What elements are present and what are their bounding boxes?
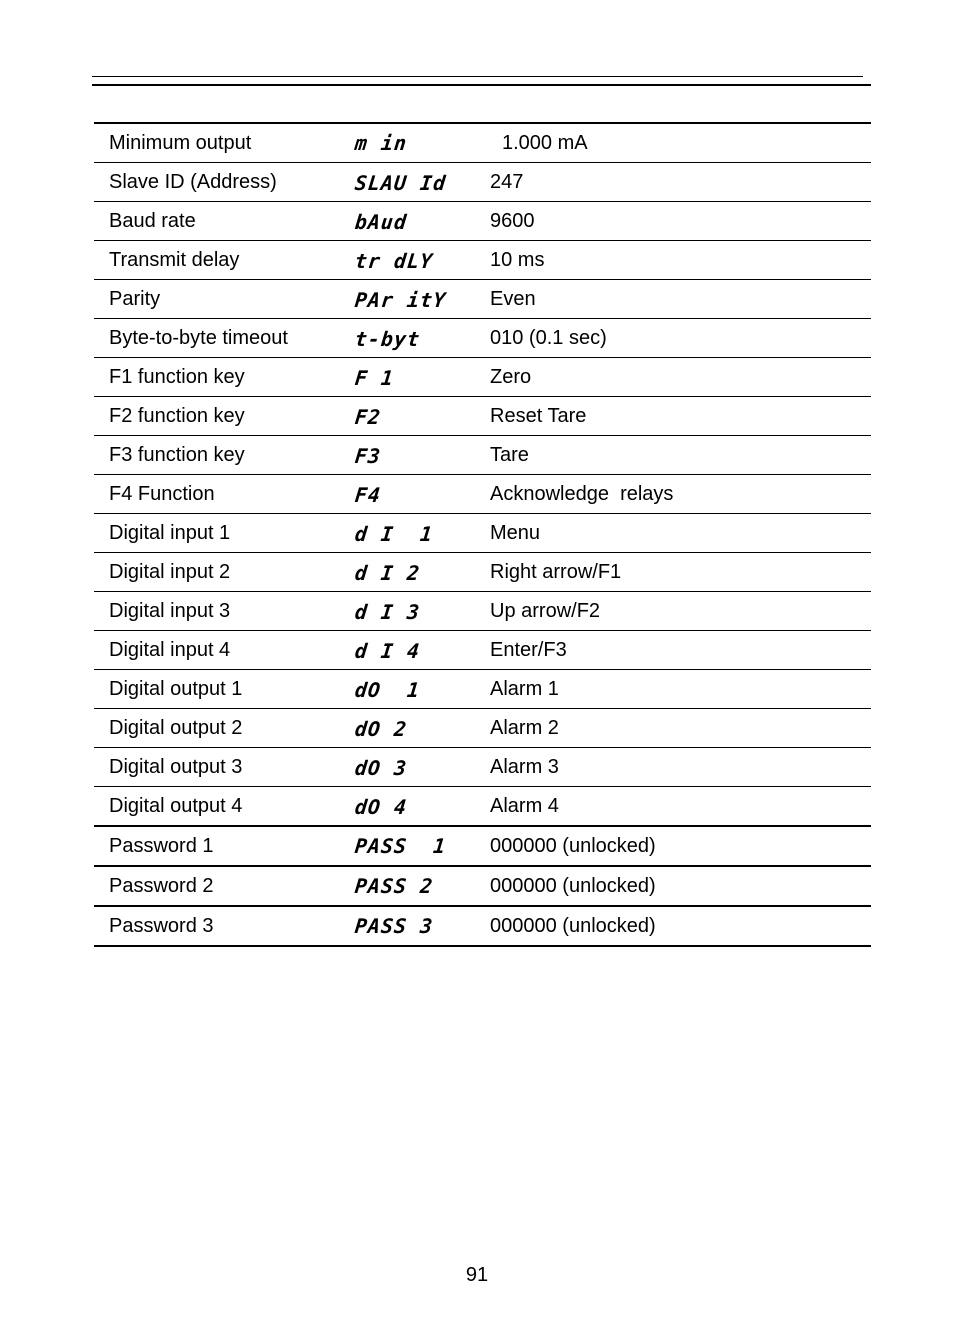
parameter-value — [490, 280, 871, 319]
parameter-value-text: Alarm 4 — [490, 794, 559, 817]
display-code — [345, 592, 492, 631]
display-code-text: t-byt — [353, 326, 422, 350]
display-code-text: d I 2 — [353, 560, 422, 584]
parameter-value-text: 000000 (unlocked) — [490, 874, 656, 897]
parameter-name: F3 function key — [109, 443, 245, 466]
parameter-value — [490, 826, 871, 866]
parameter-name: F4 Function — [109, 482, 215, 505]
parameter-value — [490, 709, 871, 748]
parameter-value — [490, 631, 871, 670]
display-code — [345, 436, 492, 475]
display-code-text: dO 1 — [353, 677, 422, 701]
display-code-text: bAud — [353, 209, 409, 233]
parameter-name: Digital output 4 — [109, 794, 243, 817]
display-code — [345, 163, 492, 202]
display-code — [345, 631, 492, 670]
display-code — [345, 397, 492, 436]
parameter-value-text: 1.000 mA — [502, 131, 588, 154]
parameter-value — [490, 358, 871, 397]
parameter-value — [490, 670, 871, 709]
display-code-text: PASS 3 — [353, 914, 435, 938]
page-number: 91 — [465, 1264, 489, 1286]
parameter-value-text: 000000 (unlocked) — [490, 914, 656, 937]
table-row — [94, 436, 871, 475]
table-row — [94, 906, 871, 946]
parameter-value-text: Reset Tare — [490, 404, 587, 427]
parameter-value — [490, 123, 871, 163]
parameter-value — [490, 475, 871, 514]
display-code-text: dO 3 — [353, 755, 409, 779]
parameter-value-text: Up arrow/F2 — [490, 599, 601, 622]
parameter-value-text: Alarm 1 — [490, 677, 559, 700]
parameter-value-text: Tare — [490, 443, 529, 466]
parameter-table — [94, 122, 871, 947]
display-code-text: dO 4 — [353, 794, 409, 818]
parameter-name: Digital input 1 — [109, 521, 231, 544]
parameter-value-text: Enter/F3 — [490, 638, 567, 661]
table-row — [94, 397, 871, 436]
parameter-value-text: Alarm 2 — [490, 716, 559, 739]
table-row — [94, 709, 871, 748]
parameter-name: Digital input 4 — [109, 638, 231, 661]
display-code-text: d I 1 — [353, 521, 435, 545]
parameter-name: Digital output 3 — [109, 755, 243, 778]
parameter-name: F1 function key — [109, 365, 245, 388]
display-code — [345, 358, 492, 397]
table-row — [94, 553, 871, 592]
parameter-value-text: 9600 — [490, 209, 535, 232]
parameter-value — [490, 241, 871, 280]
display-code — [345, 319, 492, 358]
parameter-value-text: Menu — [490, 521, 541, 544]
display-code — [345, 906, 492, 946]
parameter-value — [490, 202, 871, 241]
parameter-name: Password 2 — [109, 874, 214, 897]
display-code-text: PAr itY — [353, 287, 448, 311]
display-code — [345, 475, 492, 514]
table-row — [94, 826, 871, 866]
parameter-name: Password 3 — [109, 914, 214, 937]
display-code-text: F2 — [353, 404, 383, 428]
parameter-name: Password 1 — [109, 834, 214, 857]
parameter-value — [490, 553, 871, 592]
table-row — [94, 514, 871, 553]
display-code — [345, 553, 492, 592]
table-row — [94, 241, 871, 280]
parameter-value — [490, 866, 871, 906]
display-code-text: tr dLY — [353, 248, 435, 272]
display-code-text: d I 3 — [353, 599, 422, 623]
table-row — [94, 358, 871, 397]
table-row — [94, 670, 871, 709]
parameter-value — [490, 592, 871, 631]
table-row — [94, 592, 871, 631]
parameter-value — [490, 319, 871, 358]
display-code-text: PASS 2 — [353, 874, 435, 898]
display-code — [345, 202, 492, 241]
parameter-value-text: Zero — [490, 365, 532, 388]
table-row — [94, 163, 871, 202]
display-code — [345, 670, 492, 709]
parameter-value-text: 010 (0.1 sec) — [490, 326, 607, 349]
parameter-value-text: Acknowledge relays — [490, 482, 674, 505]
display-code-text: dO 2 — [353, 716, 409, 740]
table-row — [94, 202, 871, 241]
parameter-value — [490, 163, 871, 202]
parameter-name: F2 function key — [109, 404, 245, 427]
parameter-value — [490, 436, 871, 475]
display-code — [345, 241, 492, 280]
display-code-text: F4 — [353, 482, 383, 506]
parameter-value — [490, 906, 871, 946]
table-row — [94, 123, 871, 163]
parameter-value — [490, 397, 871, 436]
display-code — [345, 866, 492, 906]
table-row — [94, 475, 871, 514]
header-rule-thick — [92, 84, 871, 86]
parameter-value — [490, 514, 871, 553]
parameter-value-text: 10 ms — [490, 248, 545, 271]
parameter-value-text: Alarm 3 — [490, 755, 559, 778]
parameter-name: Digital output 1 — [109, 677, 243, 700]
parameter-value — [490, 787, 871, 827]
parameter-value-text: Even — [490, 287, 536, 310]
parameter-name: Baud rate — [109, 209, 196, 232]
parameter-value — [490, 748, 871, 787]
display-code — [345, 787, 492, 827]
parameter-value-text: 247 — [490, 170, 524, 193]
table-row — [94, 631, 871, 670]
parameter-name: Transmit delay — [109, 248, 240, 271]
display-code-text: F3 — [353, 443, 383, 467]
table-row — [94, 280, 871, 319]
display-code — [345, 748, 492, 787]
header-rule-thin — [92, 76, 863, 77]
display-code — [345, 123, 492, 163]
display-code — [345, 280, 492, 319]
parameter-name: Digital input 3 — [109, 599, 231, 622]
display-code-text: d I 4 — [353, 638, 422, 662]
table-row — [94, 748, 871, 787]
display-code — [345, 709, 492, 748]
parameter-name: Digital input 2 — [109, 560, 231, 583]
parameter-name: Minimum output — [109, 131, 252, 154]
table-row — [94, 866, 871, 906]
parameter-value-text: 000000 (unlocked) — [490, 834, 656, 857]
parameter-name: Digital output 2 — [109, 716, 243, 739]
table-row — [94, 787, 871, 827]
display-code-text: F 1 — [353, 365, 396, 389]
display-code-text: PASS 1 — [353, 834, 448, 858]
parameter-value-text: Right arrow/F1 — [490, 560, 622, 583]
display-code — [345, 826, 492, 866]
display-code-text: m in — [353, 131, 409, 155]
table-row — [94, 319, 871, 358]
display-code-text: SLAU Id — [353, 170, 448, 194]
parameter-name: Byte-to-byte timeout — [109, 326, 288, 349]
parameter-name: Slave ID (Address) — [109, 170, 277, 193]
display-code — [345, 514, 492, 553]
parameter-name: Parity — [109, 287, 161, 310]
